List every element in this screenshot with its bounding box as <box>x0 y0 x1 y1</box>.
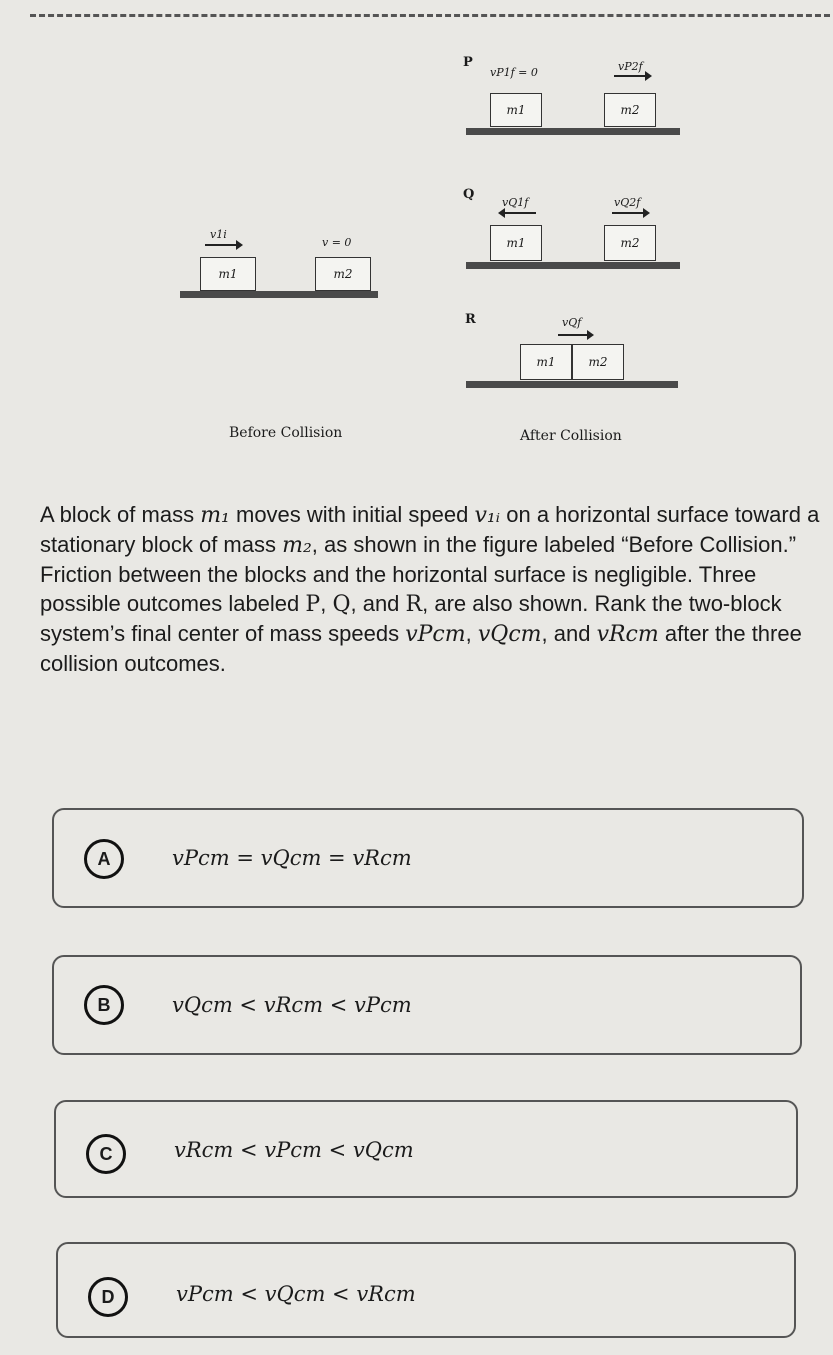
question-part: on a horizontal surface toward a stationary block of mass <box>40 502 820 557</box>
option-c-text: vRcm < vPcm < vQcm <box>174 1138 414 1162</box>
option-a-letter: A <box>84 839 124 879</box>
outcome-r-block-m1: m1 <box>520 344 572 380</box>
question-math-p: P <box>305 592 321 617</box>
question-part: , are also shown. Rank the two-block system’s final center of mass speeds <box>40 591 782 646</box>
outcome-q-ground <box>466 262 680 269</box>
question-math-vpcm: vPcm <box>405 622 466 647</box>
before-block-m1: m1 <box>200 257 256 291</box>
outcome-r-block-m2: m2 <box>572 344 624 380</box>
option-d-letter: D <box>88 1277 128 1317</box>
option-a[interactable] <box>52 808 804 908</box>
option-a-text: vPcm = vQcm = vRcm <box>172 846 412 870</box>
after-caption: After Collision <box>520 428 622 444</box>
question-part: , and <box>350 591 406 616</box>
question-math-v1i: v₁ᵢ <box>474 503 501 528</box>
question-part: , as shown in the figure labeled “Before Collision.” Friction between the blocks and the horizontal surface is negligible. Three possible outcomes labeled <box>40 532 797 616</box>
option-d-text: vPcm < vQcm < vRcm <box>176 1282 416 1306</box>
outcome-q-label: Q <box>463 187 475 202</box>
question-math-m2: m₂ <box>282 533 312 558</box>
before-v1i-label: v1i <box>210 228 227 241</box>
outcome-p-v1-label: vP1f = 0 <box>490 66 538 79</box>
outcome-q-block-m2: m2 <box>604 225 656 261</box>
before-ground <box>180 291 378 298</box>
outcome-p-ground <box>466 128 680 135</box>
outcome-q-v1-label: vQ1f <box>502 196 529 209</box>
before-v0-label: v = 0 <box>322 236 352 249</box>
option-b[interactable] <box>52 955 802 1055</box>
outcome-r-ground <box>466 381 678 388</box>
question-part: moves with initial speed <box>229 502 475 527</box>
before-caption: Before Collision <box>229 425 343 441</box>
outcome-r-label: R <box>465 312 476 327</box>
question-part: , <box>320 591 333 616</box>
option-b-text: vQcm < vRcm < vPcm <box>172 993 412 1017</box>
question-part: A block of mass <box>40 502 201 527</box>
outcome-p-v2-arrow <box>614 75 650 77</box>
question-math-vqcm: vQcm <box>477 622 542 647</box>
before-block-m2: m2 <box>315 257 371 291</box>
outcome-p-block-m2: m2 <box>604 93 656 127</box>
outcome-q-block-m1: m1 <box>490 225 542 261</box>
option-c[interactable] <box>54 1100 798 1198</box>
outcome-p-block-m1: m1 <box>490 93 542 127</box>
question-math-m1: m₁ <box>200 503 230 528</box>
question-math-r: R <box>405 592 423 617</box>
option-b-letter: B <box>84 985 124 1025</box>
outcome-p-v2-label: vP2f <box>618 60 643 73</box>
before-v1i-arrow <box>205 244 241 246</box>
question-math-q: Q <box>332 592 351 617</box>
outcome-r-v-arrow <box>558 334 592 336</box>
outcome-q-v1-arrow <box>500 212 536 214</box>
question-part: , and <box>541 621 597 646</box>
outcome-p-label: P <box>463 55 473 70</box>
question-part: after the three collision outcomes. <box>40 621 802 676</box>
option-d[interactable] <box>56 1242 796 1338</box>
question-text <box>40 500 820 678</box>
question-part: , <box>465 621 478 646</box>
question-math-vrcm: vRcm <box>596 622 659 647</box>
option-c-letter: C <box>86 1134 126 1174</box>
outcome-q-v2-arrow <box>612 212 648 214</box>
outcome-r-v-label: vQf <box>562 316 582 329</box>
outcome-q-v2-label: vQ2f <box>614 196 641 209</box>
top-dashed-divider <box>30 14 830 17</box>
